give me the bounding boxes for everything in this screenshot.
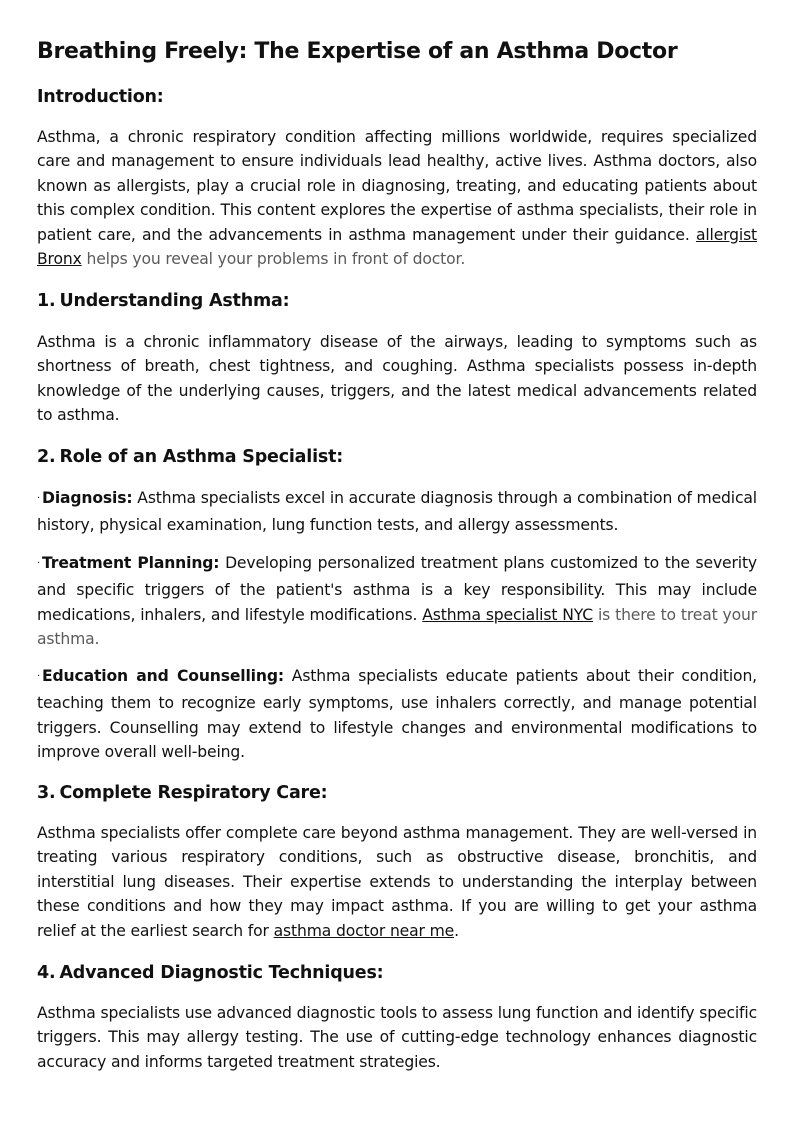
allergist-bronx-link[interactable]: allergist Bronx	[37, 225, 758, 269]
section4-paragraph: Asthma specialists use advanced diagnostic tools to assess lung function and identify specific triggers. This may allergy testing. The use of cutting-edge technology enhances diagnostic accuracy and informs targeted treatment strategies.	[37, 1004, 757, 1071]
bullet-dot-icon: ·	[37, 671, 41, 682]
section3-text: Asthma specialists offer complete care beyond asthma management. They are well-versed in treating various respiratory conditions, such as obstructive disease, bronchitis, and interstitial lung diseases. Their expertise extends to understanding the interplay between these conditions and how they may impact asthma. If you are willing to get your asthma relief at the earliest search for	[37, 824, 757, 940]
section3-paragraph	[37, 821, 757, 943]
intro-after-link: helps you reveal your problems in front of doctor.	[86, 250, 466, 269]
section2-title: Role of an Asthma Specialist:	[59, 447, 344, 467]
intro-text: Asthma, a chronic respiratory condition affecting millions worldwide, requires specialized care and management to ensure individuals lead healthy, active lives. Asthma doctors, also known as allergists, play a crucial role in diagnosing, treating, and educating patients about this complex condition. This content explores the expertise of asthma specialists, their role in patient care, and the advancements in asthma management under their guidance.	[37, 128, 757, 244]
page-title: Breathing Freely: The Expertise of an Asthma Doctor	[37, 39, 678, 64]
diagnosis-label: Diagnosis:	[42, 489, 133, 507]
section1-paragraph: Asthma is a chronic inflammatory disease of the airways, leading to symptoms such as shortness of breath, chest tightness, and coughing. Asthma specialists possess in-depth knowledge of the underlying causes, triggers, and the latest medical advancements related to asthma.	[37, 333, 757, 425]
asthma-doctor-near-me-link[interactable]: asthma doctor near me	[273, 921, 455, 940]
section3-number: 3.	[37, 783, 56, 803]
treatment-planning-text: Developing personalized treatment plans customized to the severity and specific triggers of the patient's asthma is a key responsibility. This may include medications, inhalers, and lifestyle modifications.	[37, 554, 757, 624]
bullet-dot-icon: ·	[37, 558, 41, 569]
section2-heading	[37, 445, 343, 469]
section4-number: 4.	[37, 963, 56, 983]
section3-title: Complete Respiratory Care:	[59, 783, 328, 803]
section1-number: 1.	[37, 291, 56, 311]
intro-paragraph	[37, 125, 757, 271]
section4-title: Advanced Diagnostic Techniques:	[59, 963, 384, 983]
section4-heading	[37, 961, 383, 985]
bullet-dot-icon: ·	[37, 493, 41, 504]
education-counselling-label: Education and Counselling:	[42, 667, 284, 685]
education-counselling-text: Asthma specialists educate patients about their condition, teaching them to recognize early symptoms, use inhalers correctly, and manage potential triggers. Counselling may extend to lifestyle changes and environmental modifications to improve overall well-being.	[37, 667, 757, 762]
section1-title: Understanding Asthma:	[59, 291, 290, 311]
treatment-planning-bullet	[37, 551, 757, 652]
diagnosis-text: Asthma specialists excel in accurate diagnosis through a combination of medical history, physical examination, lung function tests, and allergy assessments.	[37, 489, 757, 535]
intro-heading: Introduction:	[37, 87, 164, 107]
asthma-specialist-nyc-link[interactable]: Asthma specialist NYC	[422, 605, 594, 624]
diagnosis-bullet	[37, 486, 757, 538]
section3-after-link: .	[454, 921, 459, 940]
section2-number: 2.	[37, 447, 56, 467]
section3-heading	[37, 781, 327, 805]
treatment-planning-label: Treatment Planning:	[42, 554, 220, 572]
education-counselling-bullet	[37, 664, 757, 765]
section1-heading	[37, 289, 289, 313]
treatment-planning-after-link: is there to treat your asthma.	[37, 605, 757, 649]
